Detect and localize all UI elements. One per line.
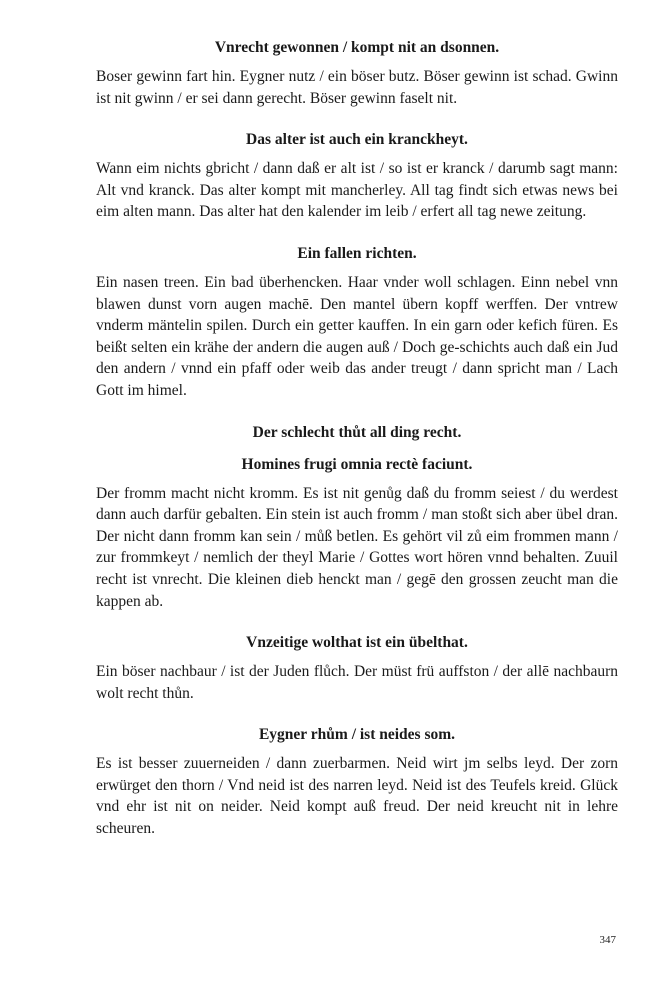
- section-heading: Der schlecht thůt all ding recht.: [252, 423, 462, 441]
- section-heading: Ein fallen richten.: [297, 244, 417, 262]
- section-heading: Vnzeitige wolthat ist ein übelthat.: [246, 634, 468, 652]
- section-body: Der fromm macht nicht kromm. Es ist nit genůg daß du fromm seiest / du werdest dann auch darfür gebalten. Ein stein ist auch fromm / man stoßt sich aber übel dran. Der nicht dann fromm kan sein / můß betlen. Es gehört vil zů eim frommen mann / zur frommkeyt / nemlich der theyl Marie / Gottes wort hören vnnd behalten. Zuuil recht ist vnrecht. Die kleinen dieb henckt man / gegē den grossen zeucht man die kappen ab.: [96, 484, 618, 610]
- section-rhum: [96, 725, 618, 839]
- page-number: 347: [599, 934, 616, 946]
- section-body: Es ist besser zuuerneiden / dann zuerbarmen. Neid wirt jm selbs leyd. Der zorn erwürget den thorn / Vnd neid ist des narren leyd. Neid ist des Teufels kreid. Glück vnd ehr ist nit on neider. Neid kompt auß freud. Der neid kreucht nit in lehre scheuren.: [96, 755, 618, 838]
- section-body: Wann eim nichts gbricht / dann daß er alt ist / so ist er kranck / darumb sagt mann: Alt vnd kranck. Das alter kompt mit mancherley. All tag findt sich etwas news bei eim alten mann. Das alter hat den kalender im leib / erfert all tag newe zeitung.: [96, 160, 618, 221]
- section-heading: Vnrecht gewonnen / kompt nit an dsonnen.: [214, 39, 500, 56]
- section-heading: Eygner rhům / ist neides som.: [258, 726, 456, 744]
- section-body: Ein böser nachbaur / ist der Juden flůch. Der müst frü auffston / der allē nachbaurn wolt recht thůn.: [96, 663, 618, 702]
- section-wolthat: [96, 633, 618, 704]
- section-schlecht: [96, 423, 618, 613]
- section-body: Boser gewinn fart hin. Eygner nutz / ein böser butz. Böser gewinn ist schad. Gwinn ist nit gwinn / er sei dann gerecht. Böser gewinn faselt nit.: [96, 68, 618, 107]
- section-unrecht: [96, 38, 618, 109]
- page-content: [96, 38, 618, 861]
- section-fallen: [96, 244, 618, 402]
- section-heading: Das alter ist auch ein kranckheyt.: [246, 131, 468, 149]
- section-alter: [96, 130, 618, 223]
- section-body: Ein nasen treen. Ein bad überhencken. Haar vnder woll schlagen. Einn nebel vnn blawen dunst vorn augen machē. Den mantel übern kopff werffen. Der vntrew vnderm mäntelin spilen. Durch ein getter kauffen. In ein garn oder kefich füren. Es beißt selten ein krähe der andern die augen auß / Doch ge-schichts auch daß ein Jud den andern / vnnd ein pfaff oder weib das ander treugt / dann spricht man / Lach Gott im himel.: [96, 273, 618, 399]
- section-subheading: Homines frugi omnia rectè faciunt.: [241, 455, 473, 473]
